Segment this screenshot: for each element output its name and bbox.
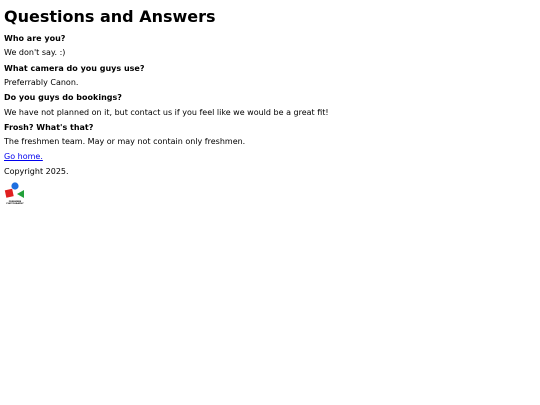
faq-question-who: Who are you? <box>4 34 66 43</box>
logo-line1: FRESHMEN <box>8 201 22 203</box>
faq-answer-who: We don't say. :) <box>4 48 66 57</box>
faq-answer-bookings: We have not planned on it, but contact us if you feel like we would be a great fit! <box>4 108 329 117</box>
site-logo <box>4 182 26 208</box>
faq-answer-camera: Preferrably Canon. <box>4 78 79 87</box>
faq-question-camera: What camera do you guys use? <box>4 64 145 73</box>
go-home-link[interactable]: Go home. <box>4 152 43 161</box>
copyright-text: Copyright 2025. <box>4 167 69 176</box>
faq-question-bookings: Do you guys do bookings? <box>4 93 122 102</box>
logo-line2: PHOTOGRAPHY <box>6 203 24 206</box>
logo-shapes-icon <box>4 182 26 201</box>
faq-answer-frosh: The freshmen team. May or may not contain only freshmen. <box>4 137 246 146</box>
page-title: Questions and Answers <box>4 7 216 26</box>
faq-question-frosh: Frosh? What's that? <box>4 123 94 132</box>
